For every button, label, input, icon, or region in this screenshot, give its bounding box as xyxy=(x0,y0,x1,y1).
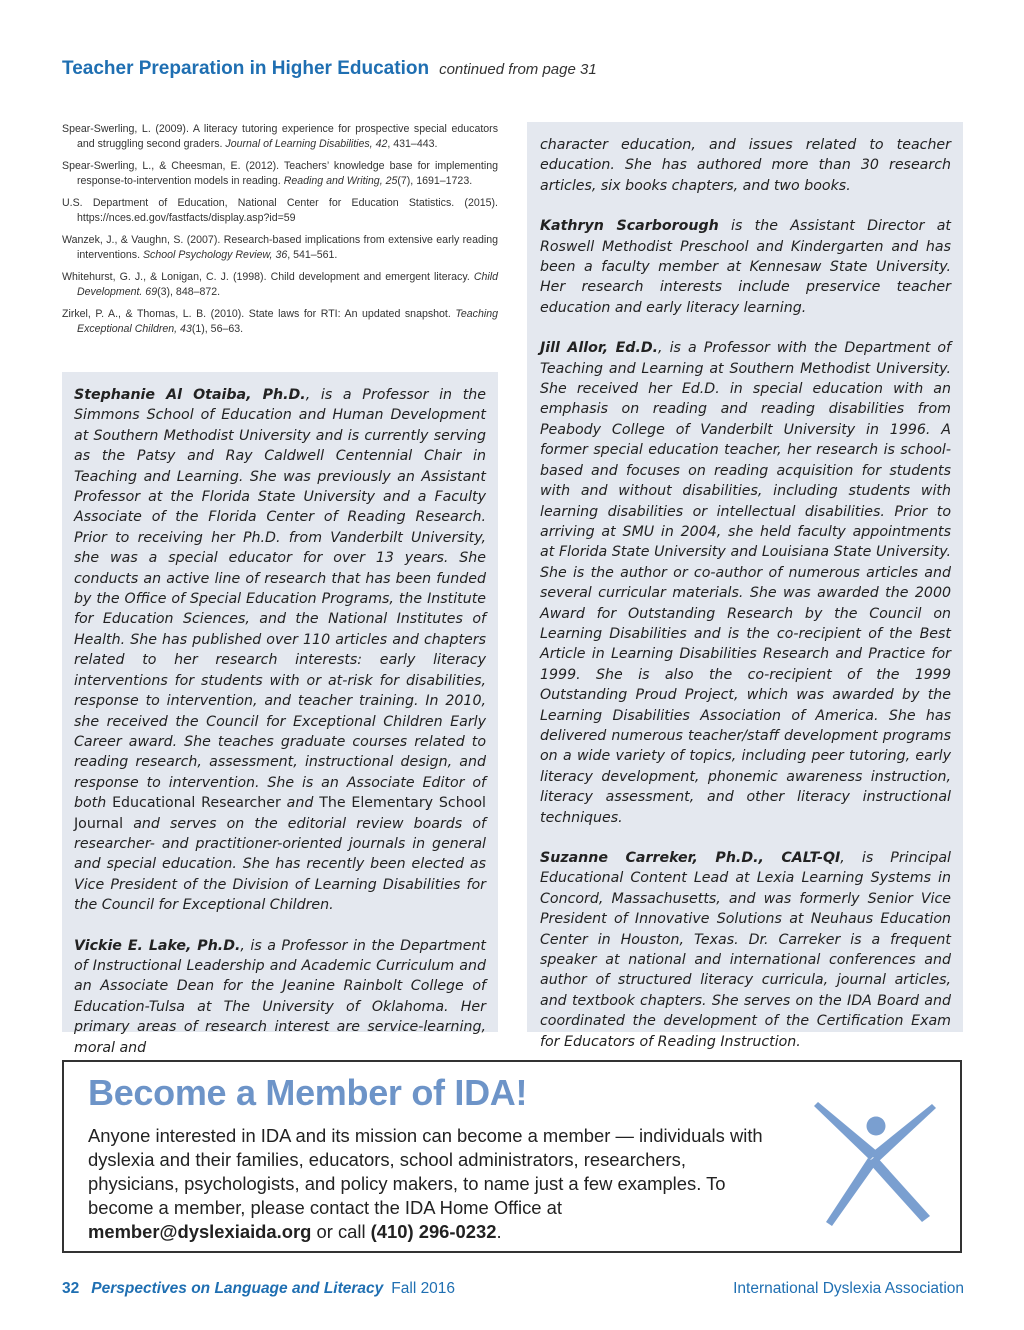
journal-title: Educational Researcher xyxy=(112,795,281,812)
membership-phone: (410) 296-0232 xyxy=(370,1221,497,1242)
reference-item: Zirkel, P. A., & Thomas, L. B. (2010). State laws for RTI: An updated snapshot. Teaching Exceptional Children, 43(1), 56–63. xyxy=(62,308,498,335)
author-bios-right xyxy=(527,122,963,1050)
reference-item: Spear-Swerling, L. (2009). A literacy tutoring experience for prospective special educators and struggling second graders. Journal of Learning Disabilities, 42, 431–443. xyxy=(62,123,498,150)
organization-name: International Dyslexia Association xyxy=(733,1280,964,1297)
author-name: Suzanne Carreker, Ph.D., CALT-QI xyxy=(540,850,841,866)
author-name: Kathryn Scarborough xyxy=(540,218,719,235)
bio-allor: Jill Allor, Ed.D., is a Professor with the Department of Teaching and Learning at Southern Methodist University. She received her Ed.D. in special education with an emphasis on reading and reading disabilities from Peabody College of Vanderbilt University in 1996. A former special education teacher, her research is school-based and focuses on reading acquisition for students with and without disabilities, including students with learning disabilities or intellectual disabilities. Prior to arriving at SMU in 2004, she held faculty appointments at Florida State University and Louisiana State University. She is the author or co-author of numerous articles and several curricular materials. She was awarded the 2000 Award for Outstanding Research by the Council on Learning Disabilities and is the co-recipient of the Best Article in Learning Disabilities Research and Practice for 1999. She is also the co-recipient of the 1999 Outstanding Proud Project, which was awarded by the Learning Disabilities Association of America. She has delivered numerous teacher/staff development programs on a wide variety of topics, including peer tutoring, early literacy development, phonemic awareness instruction, literacy assessment, and other literacy instructional techniques. xyxy=(540,340,951,826)
journal-title: The Elementary School Journal xyxy=(74,795,486,832)
page-number: 32 xyxy=(62,1280,80,1297)
reference-item: Spear-Swerling, L., & Cheesman, E. (2012). Teachers’ knowledge base for implementing response-to-intervention models in reading. Reading and Writing, 25(7), 1691–1723. xyxy=(62,160,498,187)
continued-note: continued from page 31 xyxy=(439,61,597,78)
page-footer xyxy=(62,1280,964,1302)
reference-item: Whitehurst, G. J., & Lonigan, C. J. (1998). Child development and emergent literacy. Child Development. 69(3), 848–872. xyxy=(62,271,498,298)
membership-ad xyxy=(62,1060,962,1253)
membership-body: Anyone interested in IDA and its mission can become a member — individuals with dyslexia and their families, educators, school administrators, researchers, physicians, psychologists, and policy makers, to name just a few examples. To become a member, please contact the IDA Home Office at member@dyslexiaida.org or call (410) 296-0232. xyxy=(88,1125,763,1242)
bio-scarborough: Kathryn Scarborough is the Assistant Director at Roswell Methodist Preschool and Kindergarten and has been a faculty member at Kennesaw State University. Her research interests include preservice teacher education and early literacy learning. xyxy=(540,218,951,316)
reference-item: U.S. Department of Education, National Center for Education Statistics. (2015). https://nces.ed.gov/fastfacts/display.asp?id=59 xyxy=(62,197,498,224)
reference-list xyxy=(62,122,498,344)
author-name: Jill Allor, Ed.D. xyxy=(540,340,659,357)
author-name: Vickie E. Lake, Ph.D. xyxy=(74,937,241,954)
reference-item: Wanzek, J., & Vaughn, S. (2007). Research-based implications from extensive early reading interventions. School Psychology Review, 36, 541–561. xyxy=(62,234,498,261)
section-title: Teacher Preparation in Higher Education xyxy=(62,58,430,79)
membership-title: Become a Member of IDA! xyxy=(88,1072,528,1113)
bio-carreker: Suzanne Carreker, Ph.D., CALT-QI, is Principal Educational Content Lead at Lexia Learning Systems in Concord, Massachusetts, and was formerly Senior Vice President of Innovative Solutions at Neuhaus Education Center in Houston, Texas. Dr. Carreker is a frequent speaker at national and international conferences and author of structured literacy curricula, journal articles, and textbook chapters. She serves on the IDA Board and coordinated the development of the Certification Exam for Educators of Reading Instruction. xyxy=(540,850,951,1050)
issue-date: Fall 2016 xyxy=(391,1280,456,1297)
running-header xyxy=(62,58,964,80)
membership-email-link[interactable]: member@dyslexiaida.org xyxy=(88,1221,312,1242)
bio-lake-continued: character education, and issues related to teacher education. She has authored more than 30 research articles, six books chapters, and two books. xyxy=(540,137,951,194)
journal-name: Perspectives on Language and Literacy xyxy=(91,1280,384,1297)
author-name: Stephanie Al Otaiba, Ph.D. xyxy=(74,387,306,403)
bio-otaiba: Stephanie Al Otaiba, Ph.D., is a Professor in the Simmons School of Education and Human Development at Southern Methodist University and is currently serving as the Patsy and Ray Caldwell Centennial Chair in Teaching and Learning. She was previously an Assistant Professor at the Florida State University and a Faculty Associate of the Florida Center of Reading Research. Prior to receiving her Ph.D. from Vanderbilt University, she was a special educator for over 13 years. She conducts an active line of research that has been funded by the Office of Special Education Programs, the Institute for Education Sciences, and the National Institutes of Health. She has published over 110 articles and chapters related to her research interests: early literacy interventions for students with or at-risk for disabilities, response to intervention, and teacher training. In 2010, she received the Council for Exceptional Children Early Career award. She teaches graduate courses related to reading research, assessment, instructional design, and response to intervention. She is an Associate Editor of both Educational Researcher and The Elementary School Journal and serves on the editorial review boards of researcher- and practitioner-oriented journals in general and special education. She has recently been elected as Vice President of the Division of Learning Disabilities for the Council for Exceptional Children. xyxy=(74,387,486,914)
bio-lake: Vickie E. Lake, Ph.D., is a Professor in the Department of Instructional Leadership and Academic Curriculum and an Associate Dean for the Jeanine Rainbolt College of Education-Tulsa at The University of Oklahoma. Her primary areas of research interest are service-learning, moral and xyxy=(74,937,486,1056)
author-bios-left xyxy=(62,372,498,1056)
ida-figure-logo-icon xyxy=(812,1100,936,1228)
